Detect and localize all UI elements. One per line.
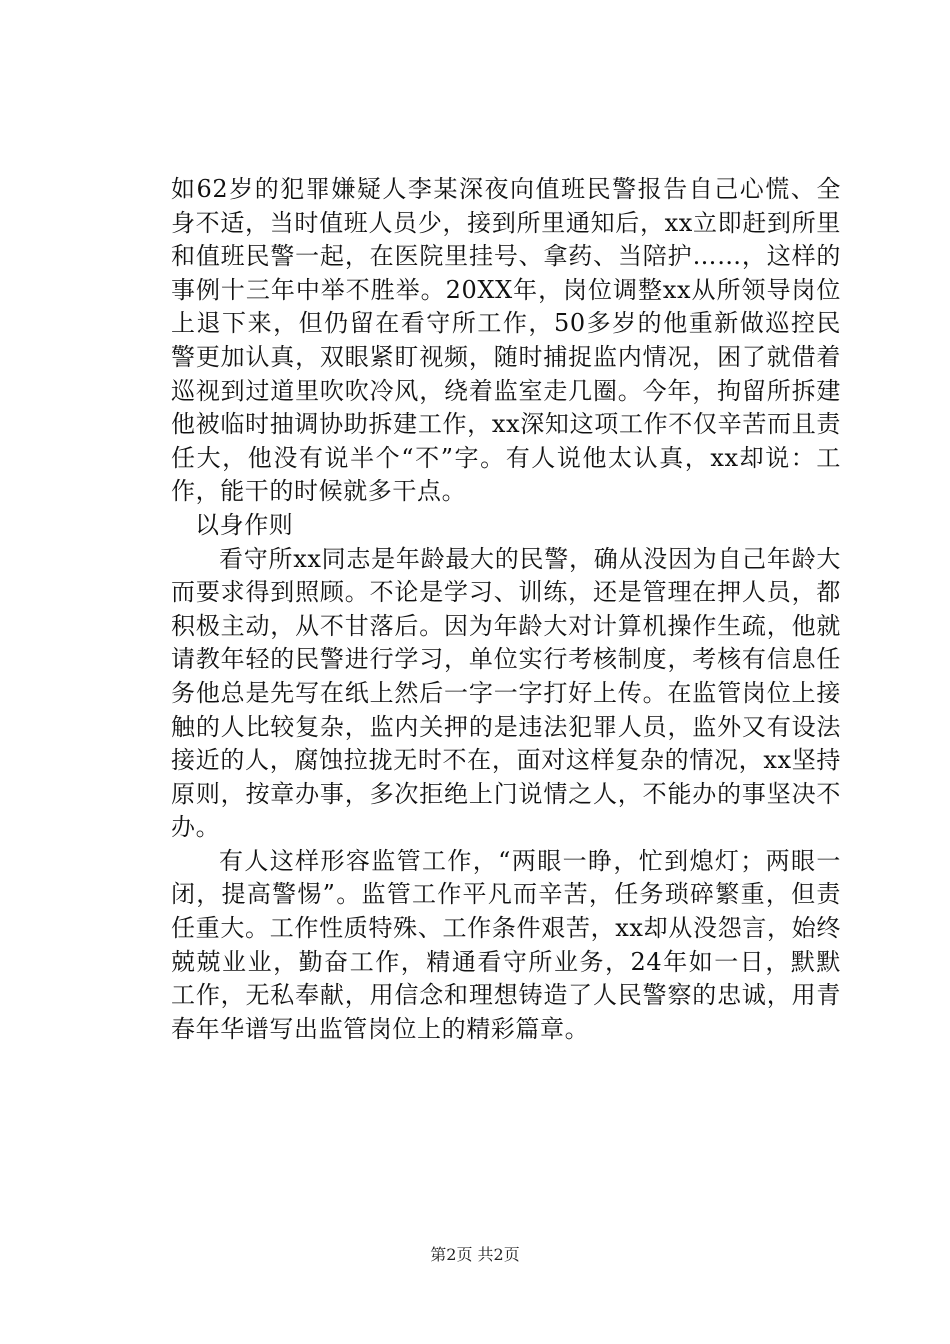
page-number-footer: 第2页 共2页 [430, 1245, 520, 1264]
section-heading: 以身作则 [195, 510, 294, 539]
document-body [171, 173, 841, 1046]
paragraph-supervision-work: 有人这样形容监管工作，“两眼一睁，忙到熄灯；两眼一闭，提高警惕”。监管工作平凡而辛苦，任务琐碎繁重，但责任重大。工作性质特殊、工作条件艰苦，xx却从没怨言，始终兢兢业业，勤奋工作，精通看守所业务，24年如一日，默默工作，无私奉献，用信念和理想铸造了人民警察的忠诚，用青春年华谱写出监管岗位上的精彩篇章。 [171, 846, 841, 1043]
paragraph-lead-by-example: 看守所xx同志是年龄最大的民警，确从没因为自己年龄大而要求得到照顾。不论是学习、训练，还是管理在押人员，都积极主动，从不甘落后。因为年龄大对计算机操作生疏，他就请教年轻的民警进行学习，单位实行考核制度，考核有信息任务他总是先写在纸上然后一字一字打好上传。在监管岗位上接触的人比较复杂，监内关押的是违法犯罪人员，监外又有设法接近的人，腐蚀拉拢无时不在，面对这样复杂的情况，xx坚持原则，按章办事，多次拒绝上门说情之人，不能办的事坚决不办。 [171, 544, 841, 842]
paragraph-continued: 如62岁的犯罪嫌疑人李某深夜向值班民警报告自己心慌、全身不适，当时值班人员少，接到所里通知后，xx立即赶到所里和值班民警一起，在医院里挂号、拿药、当陪护……，这样的事例十三年中举不胜举。20XX年，岗位调整xx从所领导岗位上退下来，但仍留在看守所工作，50多岁的他重新做巡控民警更加认真，双眼紧盯视频，随时捕捉监内情况，困了就借着巡视到过道里吹吹冷风，绕着监室走几圈。今年，拘留所拆建他被临时抽调协助拆建工作，xx深知这项工作不仅辛苦而且责任大，他没有说半个“不”字。有人说他太认真，xx却说：工作，能干的时候就多干点。 [171, 175, 841, 506]
